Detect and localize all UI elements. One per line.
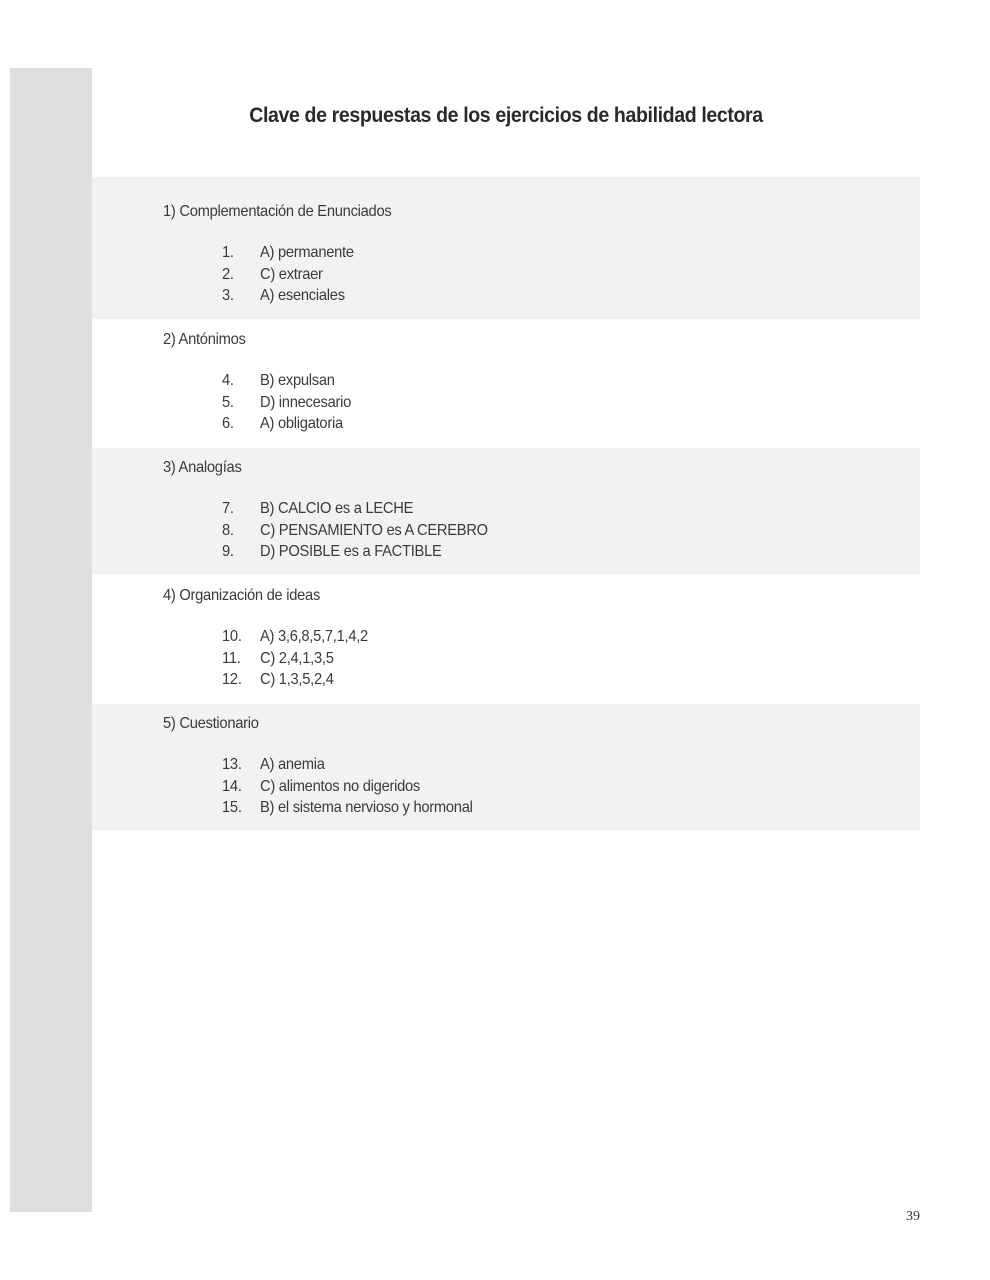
answer-item	[92, 522, 920, 543]
answer-item	[92, 799, 920, 820]
answer-number: 2.	[222, 266, 234, 283]
answer-text: B) CALCIO es a LECHE	[260, 500, 414, 517]
answer-number: 13.	[222, 756, 242, 773]
answer-text: B) expulsan	[260, 372, 335, 389]
answer-number: 5.	[222, 394, 234, 411]
answer-text: A) obligatoria	[260, 415, 343, 432]
answer-item	[92, 244, 920, 265]
answer-item	[92, 372, 920, 393]
answer-number: 9.	[222, 543, 234, 560]
section-heading: 5) Cuestionario	[163, 715, 259, 732]
section-heading: 1) Complementación de Enunciados	[163, 203, 392, 220]
answer-item	[92, 415, 920, 436]
answer-item	[92, 756, 920, 777]
section-heading: 4) Organización de ideas	[163, 587, 321, 604]
answer-number: 8.	[222, 522, 234, 539]
answer-number: 11.	[222, 650, 241, 667]
section-antonimos	[92, 319, 920, 448]
answer-text: C) alimentos no digeridos	[260, 778, 421, 795]
side-bar	[10, 68, 92, 1212]
answer-text: C) PENSAMIENTO es A CEREBRO	[260, 522, 488, 539]
section-complementacion	[92, 177, 920, 319]
section-heading: 2) Antónimos	[163, 331, 246, 348]
page-title: Clave de respuestas de los ejercicios de habilidad lectora	[249, 104, 763, 127]
answer-item	[92, 778, 920, 799]
answer-item	[92, 650, 920, 671]
answer-text: A) 3,6,8,5,7,1,4,2	[260, 628, 368, 645]
answer-item	[92, 394, 920, 415]
answer-text: D) innecesario	[260, 394, 352, 411]
answer-text: C) 1,3,5,2,4	[260, 671, 334, 688]
section-heading: 3) Analogías	[163, 459, 242, 476]
answer-number: 10.	[222, 628, 242, 645]
answer-item	[92, 671, 920, 692]
answer-number: 6.	[222, 415, 234, 432]
answer-number: 1.	[222, 244, 234, 261]
answer-item	[92, 543, 920, 564]
section-organizacion	[92, 574, 920, 704]
answer-text: B) el sistema nervioso y hormonal	[260, 799, 473, 816]
page-number: 39	[906, 1209, 920, 1224]
answer-text: A) permanente	[260, 244, 354, 261]
answer-item	[92, 628, 920, 649]
answer-number: 3.	[222, 287, 234, 304]
section-cuestionario	[92, 704, 920, 830]
answer-text: C) 2,4,1,3,5	[260, 650, 334, 667]
answer-number: 14.	[222, 778, 242, 795]
section-analogias	[92, 448, 920, 574]
answer-item	[92, 266, 920, 287]
answer-text: A) anemia	[260, 756, 325, 773]
answer-number: 12.	[222, 671, 242, 688]
answer-text: A) esenciales	[260, 287, 345, 304]
answer-number: 15.	[222, 799, 242, 816]
answer-number: 7.	[222, 500, 234, 517]
answer-number: 4.	[222, 372, 234, 389]
answer-text: C) extraer	[260, 266, 323, 283]
answer-text: D) POSIBLE es a FACTIBLE	[260, 543, 442, 560]
answer-item	[92, 500, 920, 521]
answer-item	[92, 287, 920, 308]
